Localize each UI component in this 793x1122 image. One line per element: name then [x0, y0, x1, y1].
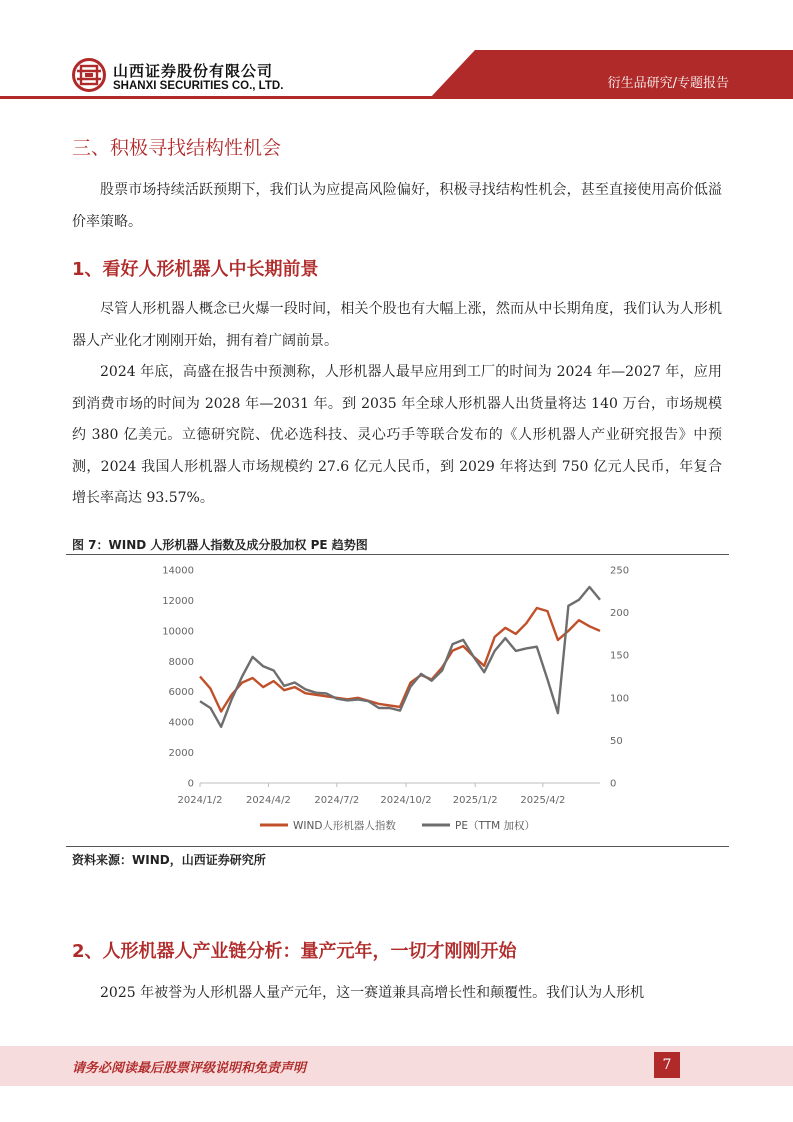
- figure-source: 资料来源：WIND，山西证券研究所: [72, 853, 266, 867]
- robot-index-pe-chart: [150, 560, 650, 840]
- x-tick-label: 2024/1/2: [177, 795, 223, 806]
- section2-paragraph-1: 2025 年被誉为人形机器人量产元年，这一赛道兼具高增长性和颠覆性。我们认为人形机: [100, 985, 645, 1001]
- legend-label: WIND人形机器人指数: [293, 820, 396, 832]
- y-left-tick-label: 8000: [168, 656, 194, 668]
- footer-disclaimer: 请务必阅读最后股票评级说明和免责声明: [72, 1061, 307, 1076]
- page-number: 7: [654, 1052, 680, 1078]
- page-header: [0, 0, 793, 105]
- y-left-tick-label: 6000: [168, 687, 194, 699]
- y-left-tick-label: 2000: [168, 748, 194, 760]
- subsection-title: 1、看好人形机器人中长期前景: [72, 259, 319, 280]
- x-tick-label: 2024/4/2: [245, 795, 291, 806]
- x-tick-label: 2024/7/2: [314, 795, 360, 806]
- section2-title: 2、人形机器人产业链分析：量产元年，一切才刚刚开始: [72, 941, 517, 962]
- x-tick-label: 2024/10/2: [380, 795, 432, 806]
- y-right-tick-label: 150: [610, 650, 630, 662]
- legend-label: PE（TTM 加权）: [455, 820, 536, 832]
- section-intro-paragraph: 股票市场持续活跃预期下，我们认为应提高风险偏好，积极寻找结构性机会，甚至直接使用高价低溢价率策略。: [72, 182, 722, 230]
- y-right-tick-label: 50: [610, 735, 623, 747]
- y-left-tick-label: 10000: [162, 626, 194, 638]
- y-left-tick-label: 0: [187, 778, 194, 790]
- y-left-tick-label: 4000: [168, 717, 194, 729]
- section-title: 三、积极寻找结构性机会: [72, 137, 282, 159]
- subsection-paragraph-2: 2024 年底，高盛在报告中预测称，人形机器人最早应用到工厂的时间为 2024 年—2027 年，应用到消费市场的时间为 2028 年—2031 年。到 2035 年全球人形机器人出货量将达 140 万台，市场规模约 380 亿美元。立德研究院、优必选科技、灵心巧手等联合发布的《人形机器人产业研究报告》中预测，2024 我国人形机器人市场规模约 27.6 亿元人民币，到 2029 年将达到 750 亿元人民币，年复合增长率高达 93.57%。: [72, 364, 722, 506]
- report-type-label: 衍生品研究/专题报告: [607, 76, 729, 91]
- figure-bottom-rule: [66, 846, 729, 847]
- figure-caption: 图 7：WIND 人形机器人指数及成分股加权 PE 趋势图: [72, 538, 368, 552]
- company-logo-icon: [72, 58, 106, 92]
- y-right-tick-label: 0: [610, 778, 617, 790]
- x-tick-label: 2025/4/2: [520, 795, 566, 806]
- company-name-cn: 山西证券股份有限公司: [113, 62, 274, 80]
- x-tick-label: 2025/1/2: [452, 795, 498, 806]
- y-left-tick-label: 14000: [162, 565, 194, 577]
- y-right-tick-label: 200: [610, 608, 630, 620]
- subsection-paragraph-1: 尽管人形机器人概念已火爆一段时间，相关个股也有大幅上涨，然而从中长期角度，我们认为人形机器人产业化才刚刚开始，拥有着广阔前景。: [72, 301, 722, 349]
- y-right-tick-label: 250: [610, 565, 630, 577]
- y-right-tick-label: 100: [610, 693, 630, 705]
- y-left-tick-label: 12000: [162, 595, 194, 607]
- company-name-en: SHANXI SECURITIES CO., LTD.: [113, 80, 284, 92]
- figure-top-rule: [66, 554, 729, 555]
